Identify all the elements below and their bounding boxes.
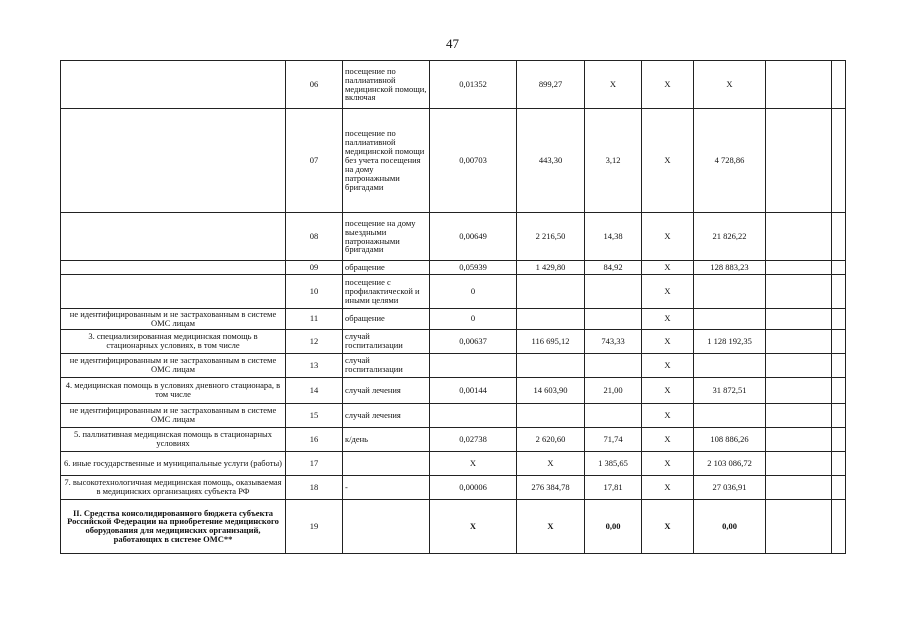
table-row: [61, 403, 846, 427]
row-description: II. Средства консолидированного бюджета субъекта Российской Федерации на приобретение медицинского оборудования для медицинских организаций, работающих в системе ОМС**: [61, 499, 286, 553]
cell-col1: 0: [430, 275, 517, 309]
cell-col3: 71,74: [585, 427, 642, 451]
cell-col5: 108 886,26: [694, 427, 766, 451]
table-row: [61, 475, 846, 499]
row-description: [61, 275, 286, 309]
cell-col2: [517, 275, 585, 309]
cell-col7: [832, 475, 846, 499]
table-row: [61, 353, 846, 377]
cell-col7: [832, 329, 846, 353]
cell-col7: [832, 499, 846, 553]
cell-col4: Х: [642, 213, 694, 261]
row-unit: [343, 499, 430, 553]
row-unit: -: [343, 475, 430, 499]
cell-col3: 84,92: [585, 261, 642, 275]
cell-col3: [585, 403, 642, 427]
row-code: 19: [286, 499, 343, 553]
cell-col5: 27 036,91: [694, 475, 766, 499]
cell-col2: 2 216,50: [517, 213, 585, 261]
cell-col6: [766, 403, 832, 427]
cell-col1: [430, 353, 517, 377]
table-row: [61, 499, 846, 553]
row-description: не идентифицированным и не застрахованным в системе ОМС лицам: [61, 403, 286, 427]
cell-col1: 0: [430, 309, 517, 330]
cell-col6: [766, 261, 832, 275]
cell-col6: [766, 275, 832, 309]
row-code: 18: [286, 475, 343, 499]
cell-col5: Х: [694, 61, 766, 109]
cell-col3: 743,33: [585, 329, 642, 353]
table-body: [61, 61, 846, 554]
row-code: 10: [286, 275, 343, 309]
cell-col4: Х: [642, 61, 694, 109]
cell-col1: Х: [430, 451, 517, 475]
cell-col1: Х: [430, 499, 517, 553]
cell-col3: Х: [585, 61, 642, 109]
table-row: [61, 427, 846, 451]
row-unit: [343, 451, 430, 475]
cell-col1: 0,00144: [430, 377, 517, 403]
cell-col5: [694, 353, 766, 377]
cell-col2: 899,27: [517, 61, 585, 109]
cell-col5: 0,00: [694, 499, 766, 553]
row-description: 4. медицинская помощь в условиях дневного стационара, в том числе: [61, 377, 286, 403]
cell-col4: Х: [642, 475, 694, 499]
cell-col1: 0,00637: [430, 329, 517, 353]
table-row: [61, 213, 846, 261]
cell-col3: [585, 353, 642, 377]
cell-col3: 14,38: [585, 213, 642, 261]
cell-col3: [585, 275, 642, 309]
cell-col4: Х: [642, 309, 694, 330]
cell-col5: 31 872,51: [694, 377, 766, 403]
cell-col1: 0,00006: [430, 475, 517, 499]
row-description: 6. иные государственные и муниципальные услуги (работы): [61, 451, 286, 475]
row-description: [61, 109, 286, 213]
table-row: [61, 261, 846, 275]
cell-col6: [766, 451, 832, 475]
cell-col5: [694, 309, 766, 330]
cell-col2: Х: [517, 499, 585, 553]
cell-col6: [766, 377, 832, 403]
cell-col4: Х: [642, 329, 694, 353]
cell-col4: Х: [642, 377, 694, 403]
cell-col7: [832, 403, 846, 427]
row-code: 12: [286, 329, 343, 353]
cell-col2: 14 603,90: [517, 377, 585, 403]
cell-col5: 21 826,22: [694, 213, 766, 261]
row-description: [61, 261, 286, 275]
row-code: 13: [286, 353, 343, 377]
cell-col4: Х: [642, 403, 694, 427]
cell-col2: 443,30: [517, 109, 585, 213]
row-unit: посещение по паллиативной медицинской помощи без учета посещения на дому патронажными бригадами: [343, 109, 430, 213]
cell-col4: Х: [642, 275, 694, 309]
cell-col6: [766, 353, 832, 377]
cell-col7: [832, 309, 846, 330]
cell-col6: [766, 213, 832, 261]
row-code: 11: [286, 309, 343, 330]
cell-col2: [517, 403, 585, 427]
cell-col7: [832, 261, 846, 275]
cell-col7: [832, 377, 846, 403]
cell-col7: [832, 427, 846, 451]
cell-col7: [832, 275, 846, 309]
cell-col3: 0,00: [585, 499, 642, 553]
row-description: не идентифицированным и не застрахованным в системе ОМС лицам: [61, 353, 286, 377]
cell-col5: [694, 275, 766, 309]
cell-col6: [766, 109, 832, 213]
row-code: 06: [286, 61, 343, 109]
cell-col1: [430, 403, 517, 427]
row-description: 3. специализированная медицинская помощь в стационарных условиях, в том числе: [61, 329, 286, 353]
row-unit: обращение: [343, 309, 430, 330]
table-row: [61, 61, 846, 109]
cell-col4: Х: [642, 109, 694, 213]
row-unit: посещение на дому выездными патронажными бригадами: [343, 213, 430, 261]
page-number: 47: [446, 36, 459, 51]
cell-col6: [766, 329, 832, 353]
cell-col7: [832, 61, 846, 109]
cell-col5: 1 128 192,35: [694, 329, 766, 353]
cell-col6: [766, 61, 832, 109]
row-description: 5. паллиативная медицинская помощь в стационарных условиях: [61, 427, 286, 451]
cell-col4: Х: [642, 451, 694, 475]
row-description: [61, 213, 286, 261]
cell-col1: 0,00649: [430, 213, 517, 261]
cell-col2: 2 620,60: [517, 427, 585, 451]
row-code: 16: [286, 427, 343, 451]
cell-col4: Х: [642, 427, 694, 451]
row-description: не идентифицированным и не застрахованным в системе ОМС лицам: [61, 309, 286, 330]
cell-col7: [832, 213, 846, 261]
cell-col2: 1 429,80: [517, 261, 585, 275]
cell-col6: [766, 309, 832, 330]
cell-col3: [585, 309, 642, 330]
row-code: 08: [286, 213, 343, 261]
cell-col7: [832, 451, 846, 475]
cell-col6: [766, 499, 832, 553]
cell-col1: 0,01352: [430, 61, 517, 109]
cell-col2: Х: [517, 451, 585, 475]
cell-col6: [766, 475, 832, 499]
cell-col3: 3,12: [585, 109, 642, 213]
cell-col4: Х: [642, 499, 694, 553]
table-row: [61, 377, 846, 403]
cell-col4: Х: [642, 353, 694, 377]
cell-col2: 116 695,12: [517, 329, 585, 353]
cell-col7: [832, 109, 846, 213]
row-unit: случай госпитализации: [343, 329, 430, 353]
cell-col1: 0,05939: [430, 261, 517, 275]
row-unit: случай госпитализации: [343, 353, 430, 377]
cell-col2: [517, 309, 585, 330]
row-unit: к/день: [343, 427, 430, 451]
cell-col5: 4 728,86: [694, 109, 766, 213]
row-code: 14: [286, 377, 343, 403]
cell-col5: [694, 403, 766, 427]
row-code: 09: [286, 261, 343, 275]
row-code: 15: [286, 403, 343, 427]
row-code: 17: [286, 451, 343, 475]
table-row: [61, 451, 846, 475]
cell-col3: 21,00: [585, 377, 642, 403]
row-unit: случай лечения: [343, 403, 430, 427]
cell-col4: Х: [642, 261, 694, 275]
table-row: [61, 275, 846, 309]
row-unit: случай лечения: [343, 377, 430, 403]
row-description: 7. высокотехнологичная медицинская помощь, оказываемая в медицинских организациях субъекта РФ: [61, 475, 286, 499]
cell-col1: 0,02738: [430, 427, 517, 451]
table-row: [61, 109, 846, 213]
cell-col2: 276 384,78: [517, 475, 585, 499]
row-unit: посещение с профилактической и иными целями: [343, 275, 430, 309]
cell-col3: 1 385,65: [585, 451, 642, 475]
cell-col7: [832, 353, 846, 377]
row-unit: обращение: [343, 261, 430, 275]
data-table: [60, 60, 846, 554]
cell-col5: 128 883,23: [694, 261, 766, 275]
cell-col5: 2 103 086,72: [694, 451, 766, 475]
table-row: [61, 309, 846, 330]
table-row: [61, 329, 846, 353]
cell-col3: 17,81: [585, 475, 642, 499]
row-code: 07: [286, 109, 343, 213]
cell-col2: [517, 353, 585, 377]
row-description: [61, 61, 286, 109]
cell-col6: [766, 427, 832, 451]
cell-col1: 0,00703: [430, 109, 517, 213]
row-unit: посещение по паллиативной медицинской помощи, включая: [343, 61, 430, 109]
